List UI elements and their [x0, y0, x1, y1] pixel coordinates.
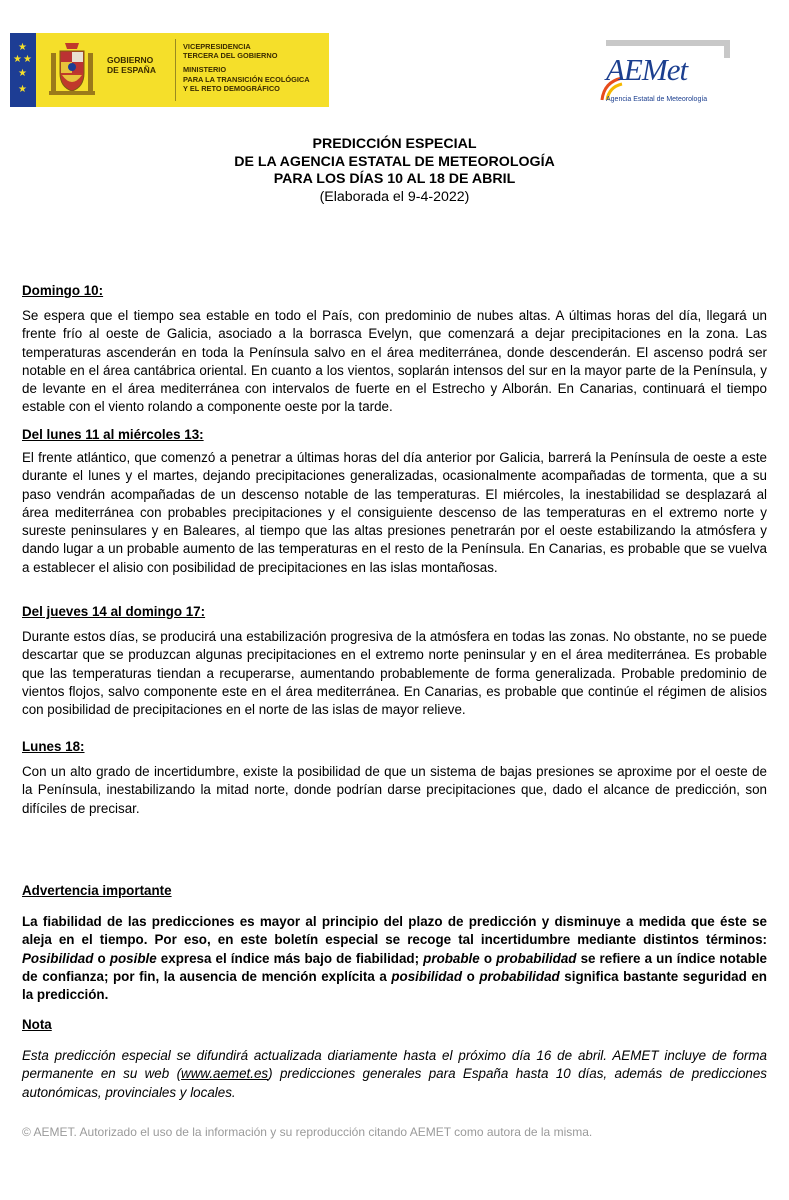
section-text: El frente atlántico, que comenzó a penetrar a últimas horas del día anterior por Galicia, barrerá la Península de oeste a este durante el lunes y el martes, dejando precipitaciones generalizadas, ocasionalmente acompañadas de tormenta, que a su paso vendrán acompañadas de un descenso notable de las temperaturas. El miércoles, la inestabilidad se desplazará al área mediterránea con probables precipitaciones y el consiguiente descenso de las temperaturas en el extremo norte y sureste peninsulares y en Baleares, al tiempo que las altas presiones penetrarán por el oeste estabilizando la atmósfera y dando lugar a un probable aumento de las temperaturas en el resto de la Península. En Canarias, es probable que se vuelva a establecer el alisio con posibilidad de precipitaciones en las islas montañosas. — [22, 450, 767, 575]
note-text: Esta predicción especial se difundirá actualizada diariamente hasta el próximo día 16 de abril. AEMET incluye de forma permanente en su web (www.aemet.es) predicciones generales para España hasta 10 días, además de predicciones autonómicas, provinciales y locales. — [22, 1048, 767, 1100]
forecast-section — [22, 739, 767, 818]
document-title — [0, 136, 789, 206]
section-heading: Lunes 18: — [22, 739, 85, 754]
elaboration-date: (Elaborada el 9-4-2022) — [319, 188, 470, 205]
government-name: GOBIERNO DE ESPAÑA — [107, 55, 156, 75]
section-text: Durante estos días, se producirá una estabilización progresiva de la atmósfera en todas las zonas. No obstante, no se puede descartar que se produzcan algunas precipitaciones en el extremo norte peninsular y en el área mediterránea. Es probable que las temperaturas tiendan a recuperarse, aumentando probablemente de forma generalizada. Probable predominio de vientos flojos, salvo componente este en el área mediterránea. En Canarias, es probable que continúe el régimen de alisios con posibilidad de precipitaciones en el norte de las islas de mayor relieve. — [22, 629, 767, 718]
logo-frame — [606, 40, 730, 46]
star-icon: ★ — [13, 54, 22, 65]
section-heading: Del lunes 11 al miércoles 13: — [22, 427, 204, 442]
warning-heading: Advertencia importante — [22, 883, 172, 898]
ministry-name: VICEPRESIDENCIA TERCERA DEL GOBIERNO MINISTERIO PARA LA TRANSICIÓN ECOLÓGICA Y EL RETO DEMOGRÁFICO — [183, 42, 310, 93]
warning-section — [22, 883, 767, 1004]
note-section — [22, 1017, 767, 1102]
star-icon: ★ — [18, 42, 27, 53]
section-text: Se espera que el tiempo sea estable en todo el País, con predominio de nubes altas. A últimas horas del día, llegará un frente frío al oeste de Galicia, asociado a la borrasca Evelyn, que comenzará a dejar precipitaciones en la zona. Las temperaturas ascenderán en toda la Península salvo en el área mediterránea, donde descenderán. El ascenso podrá ser notable en el área cantábrica oriental. En cuanto a los vientos, soplarán intensos del sur en la mayor parte de la Península, y de levante en el área mediterránea con intervalos de fuerte en el Estrecho y Alborán. En Canarias, continuará el tiempo estable con el viento rolando a componente oeste por la tarde. — [22, 308, 767, 415]
star-icon: ★ — [23, 54, 32, 65]
title-line: PARA LOS DÍAS 10 AL 18 DE ABRIL — [273, 171, 516, 187]
note-heading: Nota — [22, 1017, 52, 1032]
aemet-logo-text: AEMet — [606, 52, 688, 87]
aemet-website-link[interactable]: www.aemet.es — [181, 1066, 269, 1082]
title-line: PREDICCIÓN ESPECIAL — [312, 136, 477, 152]
section-heading: Domingo 10: — [22, 283, 104, 298]
warning-text: La fiabilidad de las predicciones es mayor al principio del plazo de predicción y disminuye a medida que éste se aleja en el tiempo. Por eso, en este boletín especial se recoge tal incertidumbre mediante distintos términos: Posibilidad o posible expresa el índice más bajo de fiabilidad; probable o probabilidad se refiere a un índice notable de confianza; por fin, la ausencia de mención explícita a posibilidad o probabilidad significa bastante seguridad en la predicción. — [22, 914, 768, 1003]
logo-frame — [724, 40, 730, 58]
divider — [175, 39, 176, 101]
eu-flag-strip — [10, 33, 36, 107]
copyright-footer: © AEMET. Autorizado el uso de la información y su reproducción citando AEMET como autora de la misma. — [22, 1125, 593, 1139]
government-banner — [10, 33, 329, 107]
star-icon: ★ — [18, 84, 27, 95]
aemet-subtitle: Agencia Estatal de Meteorología — [606, 96, 708, 103]
forecast-section — [22, 283, 767, 417]
star-icon: ★ — [18, 68, 27, 79]
coat-of-arms-icon — [43, 39, 101, 101]
title-line: DE LA AGENCIA ESTATAL DE METEOROLOGÍA — [234, 153, 555, 170]
section-text: Con un alto grado de incertidumbre, existe la posibilidad de que un sistema de bajas presiones se aproxime por el oeste de la Península, inestabilizando la mitad norte, donde podrían darse precipitaciones que, dado el alcance de predicción, son difíciles de precisar. — [22, 764, 767, 816]
forecast-section — [22, 604, 767, 719]
section-heading: Del jueves 14 al domingo 17: — [22, 604, 206, 619]
forecast-section — [22, 427, 767, 577]
